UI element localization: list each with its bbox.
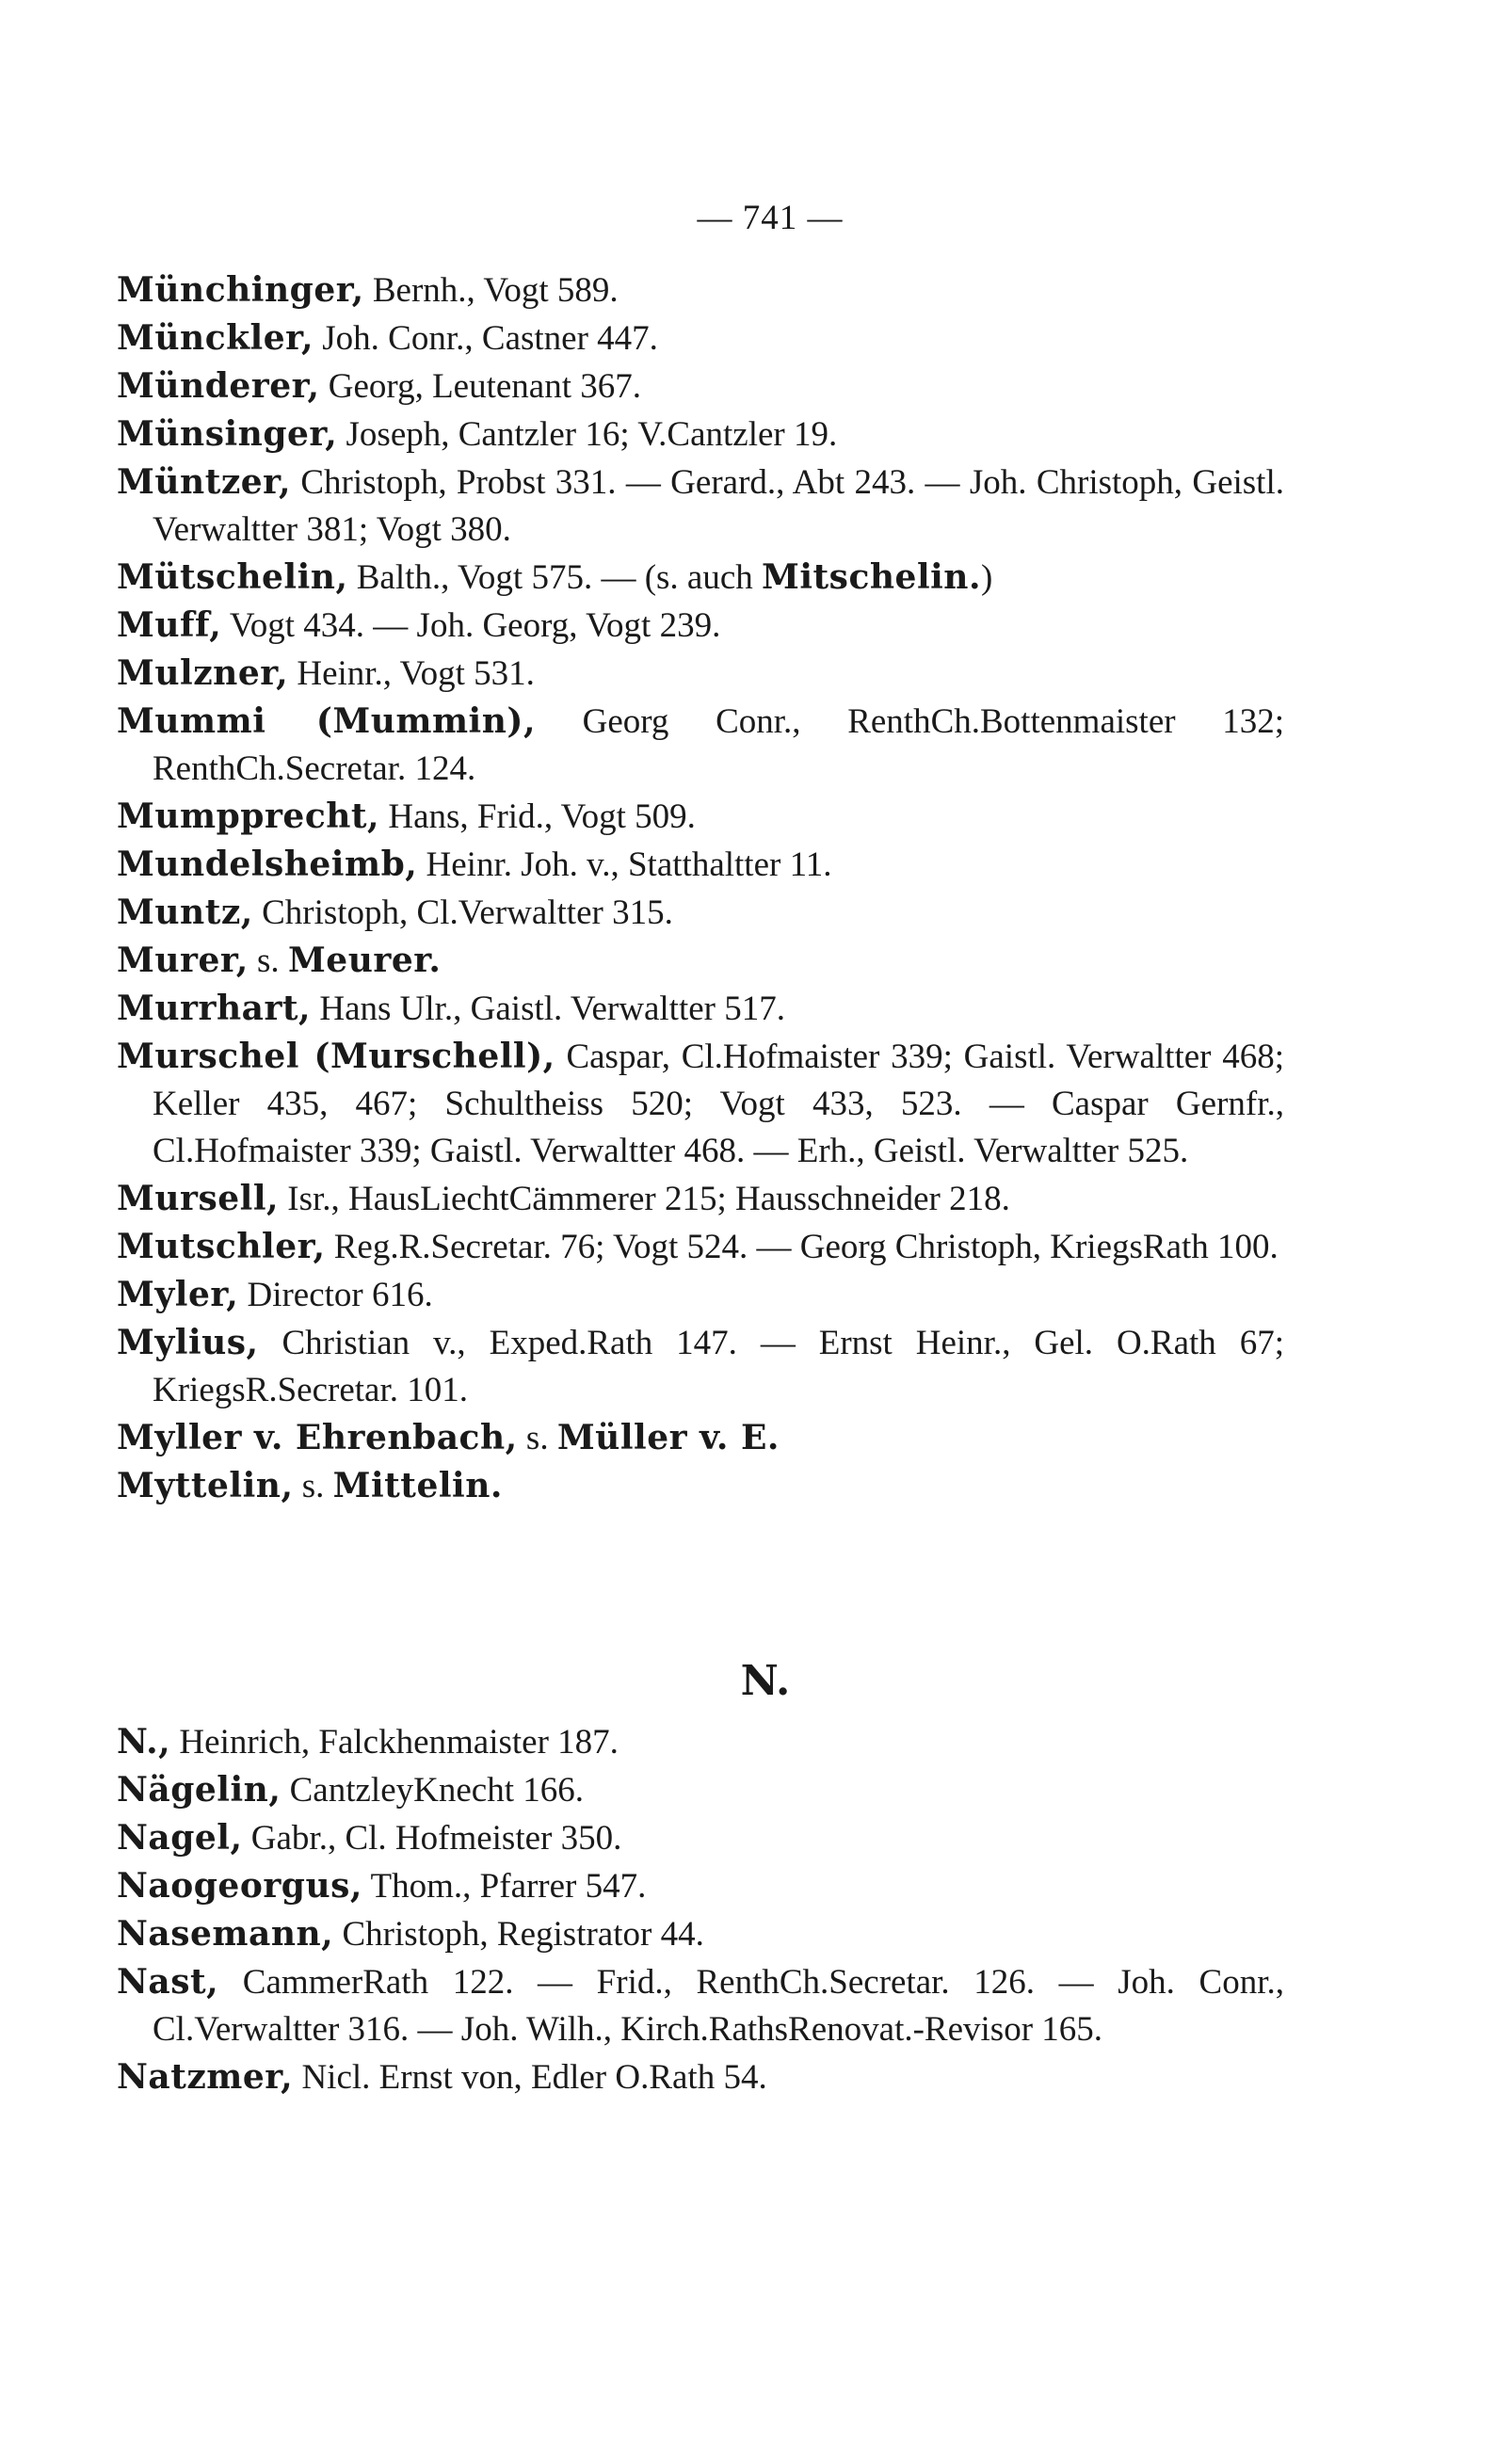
entry-text: Caspar, Cl.Hofmaister 339; Gaistl. Verwaltter 468; Keller 435, 467; Schultheiss 520; Vogt 433, 523. — Caspar Gernfr., Cl.Hofmaister 339; Gaistl. Verwaltter 468. — Erh., Geistl. Verwaltter 525. <box>153 1038 1285 1170</box>
index-entry <box>117 1175 1284 1223</box>
entry-text: Heinrich, Falckhenmaister 187. <box>170 1723 619 1762</box>
entry-name: N., <box>117 1722 171 1762</box>
entry-text: Bernh., Vogt 589. <box>363 271 619 310</box>
index-entry <box>117 314 1284 362</box>
index-entry <box>117 841 1284 889</box>
index-entry <box>117 1766 1284 1814</box>
entry-name: Münsinger, <box>117 414 338 454</box>
index-entry <box>117 1814 1284 1862</box>
index-entry <box>117 459 1284 554</box>
entry-text: Isr., HausLiechtCämmerer 215; Hausschneider 218. <box>279 1180 1010 1218</box>
entry-name: Nast, <box>117 1962 219 2002</box>
cross-reference-name: Mitschelin. <box>762 557 982 597</box>
index-column-n <box>117 1718 1284 2101</box>
entry-text: CammerRath 122. — Frid., RenthCh.Secretar. 126. — Joh. Conr., Cl.Verwaltter 316. — Joh. Wilh., Kirch.RathsRenovat.-Revisor 165. <box>153 1963 1284 2049</box>
entry-name: Mütschelin, <box>117 557 348 597</box>
entry-name: Murer, <box>117 941 249 980</box>
entry-text: Hans, Frid., Vogt 509. <box>379 797 696 836</box>
cross-reference-name: Meurer. <box>287 941 442 980</box>
entry-text-tail: ) <box>981 558 993 597</box>
index-entry <box>117 1958 1284 2053</box>
entry-name: Münderer, <box>117 366 320 406</box>
entry-text: Nicl. Ernst von, Edler O.Rath 54. <box>293 2058 767 2097</box>
entry-name: Naogeorgus, <box>117 1866 362 1906</box>
entry-text: Joh. Conr., Castner 447. <box>314 319 658 358</box>
page-number: — 741 — <box>697 199 844 237</box>
index-entry <box>117 698 1284 793</box>
entry-text: CantzleyKnecht 166. <box>281 1771 584 1810</box>
index-entry <box>117 1033 1284 1175</box>
entry-text: Heinr., Vogt 531. <box>288 654 535 693</box>
index-entry <box>117 1862 1284 1910</box>
cross-reference-name: Müller v. E. <box>556 1418 780 1457</box>
index-entry <box>117 1271 1284 1319</box>
index-entry <box>117 410 1284 459</box>
entry-text: Christoph, Registrator 44. <box>333 1915 704 1954</box>
entry-text: Thom., Pfarrer 547. <box>362 1867 647 1906</box>
entry-name: Nagel, <box>117 1818 243 1858</box>
index-entry <box>117 1319 1284 1414</box>
index-entry <box>117 1718 1284 1766</box>
entry-text: Heinr. Joh. v., Statthaltter 11. <box>417 845 832 884</box>
entry-name: Mylius, <box>117 1323 259 1362</box>
index-entry <box>117 793 1284 841</box>
cross-reference-name: Mittelin. <box>332 1466 503 1505</box>
entry-name: Myler, <box>117 1275 239 1314</box>
index-entry <box>117 1223 1284 1271</box>
index-entry <box>117 554 1284 602</box>
entry-name: Mumpprecht, <box>117 797 380 836</box>
index-entry <box>117 985 1284 1033</box>
index-entry <box>117 1462 1284 1510</box>
entry-text: s. <box>293 1467 333 1505</box>
entry-name: Nasemann, <box>117 1914 334 1954</box>
entry-name: Nägelin, <box>117 1770 281 1810</box>
index-entry <box>117 1910 1284 1958</box>
entry-name: Murrhart, <box>117 989 312 1028</box>
entry-text: Georg, Leutenant 367. <box>319 367 642 406</box>
entry-text: Director 616. <box>238 1276 433 1314</box>
entry-text: Georg Conr., RenthCh.Bottenmaister 132; RenthCh.Secretar. 124. <box>153 702 1284 788</box>
entry-name: Mulzner, <box>117 653 289 693</box>
entry-text: Hans Ulr., Gaistl. Verwaltter 517. <box>311 990 785 1028</box>
index-entry <box>117 2053 1284 2101</box>
entry-text: s. <box>248 941 288 980</box>
entry-text: Gabr., Cl. Hofmeister 350. <box>242 1819 622 1858</box>
index-entry <box>117 937 1284 985</box>
entry-name: Myller v. Ehrenbach, <box>117 1418 518 1457</box>
entry-text: Balth., Vogt 575. — (s. auch <box>347 558 763 597</box>
entry-name: Muntz, <box>117 893 253 932</box>
entry-text: Joseph, Cantzler 16; V.Cantzler 19. <box>337 415 838 454</box>
entry-text: Vogt 434. — Joh. Georg, Vogt 239. <box>221 606 721 645</box>
entry-name: Münchinger, <box>117 270 364 310</box>
index-entry <box>117 1414 1284 1462</box>
entry-name: Müntzer, <box>117 462 292 502</box>
entry-text: Christian v., Exped.Rath 147. — Ernst Heinr., Gel. O.Rath 67; KriegsR.Secretar. 101. <box>153 1324 1284 1409</box>
entry-name: Mursell, <box>117 1179 280 1218</box>
entry-text: Reg.R.Secretar. 76; Vogt 524. — Georg Christoph, KriegsRath 100. <box>325 1228 1279 1266</box>
entry-name: Murschel (Murschell), <box>117 1037 555 1076</box>
entry-name: Mutschler, <box>117 1227 326 1266</box>
index-entry <box>117 602 1284 650</box>
index-entry <box>117 266 1284 314</box>
index-entry <box>117 362 1284 410</box>
entry-name: Myttelin, <box>117 1466 294 1505</box>
entry-text: Christoph, Probst 331. — Gerard., Abt 243. — Joh. Christoph, Geistl. Verwaltter 381; Vogt 380. <box>153 463 1284 549</box>
entry-name: Mummi (Mummin), <box>117 701 536 741</box>
index-entry <box>117 889 1284 937</box>
entry-name: Natzmer, <box>117 2057 294 2097</box>
entry-text: s. <box>517 1419 557 1457</box>
index-column-m <box>117 266 1284 1510</box>
index-entry <box>117 650 1284 698</box>
entry-name: Muff, <box>117 605 222 645</box>
entry-name: Münckler, <box>117 318 314 358</box>
entry-text: Christoph, Cl.Verwaltter 315. <box>252 893 673 932</box>
entry-name: Mundelsheimb, <box>117 845 418 884</box>
section-heading: N. <box>740 1657 791 1705</box>
